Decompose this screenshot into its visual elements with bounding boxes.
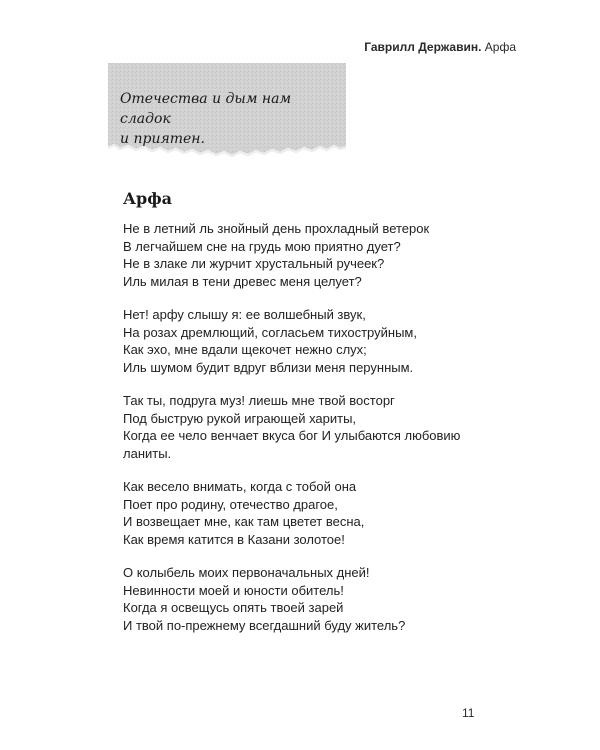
poem-line: Так ты, подруга муз! лиешь мне твой восторг [123,393,395,408]
poem-line: В легчайшем сне на грудь мою приятно дует? [123,238,401,254]
running-head-author: Гаврилл Державин. [364,40,482,54]
poem-line: И возвещает мне, как там цветет весна, [123,514,365,529]
poem-line: Когда ее чело венчает вкуса бог И улыбаются любовию [123,428,461,443]
poem-line: Иль милая в тени древес меня целует? [123,273,362,289]
poem-line: Под быструю рукой играющей хариты, [123,410,357,426]
poem-line: Как время катится в Казани золотое! [123,531,345,547]
poem-line: ланиты. [123,445,172,461]
poem-line: Когда я освещусь опять твоей зарей [123,600,344,615]
poem-line: Нет! арфу слышу я: ее волшебный звук, [123,307,366,322]
poem-line: Иль шумом будит вдруг вблизи меня перунным. [123,359,414,375]
epigraph [120,89,340,149]
poem-line: И твой по-прежнему всегдашний буду житель? [123,617,406,633]
stanza [123,478,523,548]
running-head [364,40,516,54]
stanza [123,564,523,634]
poem-line: Как весело внимать, когда с тобой она [123,479,357,494]
poem-line: Не в злаке ли журчит хрустальный ручеек? [123,256,385,271]
running-head-title: Арфа [484,40,516,54]
poem-line: Как эхо, мне вдали щекочет нежно слух; [123,342,367,357]
poem-line: О колыбель моих первоначальных дней! [123,565,370,580]
epigraph-line: Отечества и дым нам сладок [120,91,292,127]
poem-title: Арфа [123,189,173,208]
stanza [123,392,523,462]
stanza [123,220,523,290]
poem [123,189,523,650]
page-number: 11 [462,706,475,720]
stanza [123,306,523,376]
poem-line: Не в летний ль знойный день прохладный ветерок [123,221,430,236]
epigraph-box [108,63,346,163]
poem-line: На розах дремлющий, согласьем тихоструйным, [123,324,417,340]
poem-line: Поет про родину, отечество драгое, [123,496,338,512]
epigraph-line: и приятен. [120,131,205,147]
poem-line: Невинности моей и юности обитель! [123,582,344,598]
